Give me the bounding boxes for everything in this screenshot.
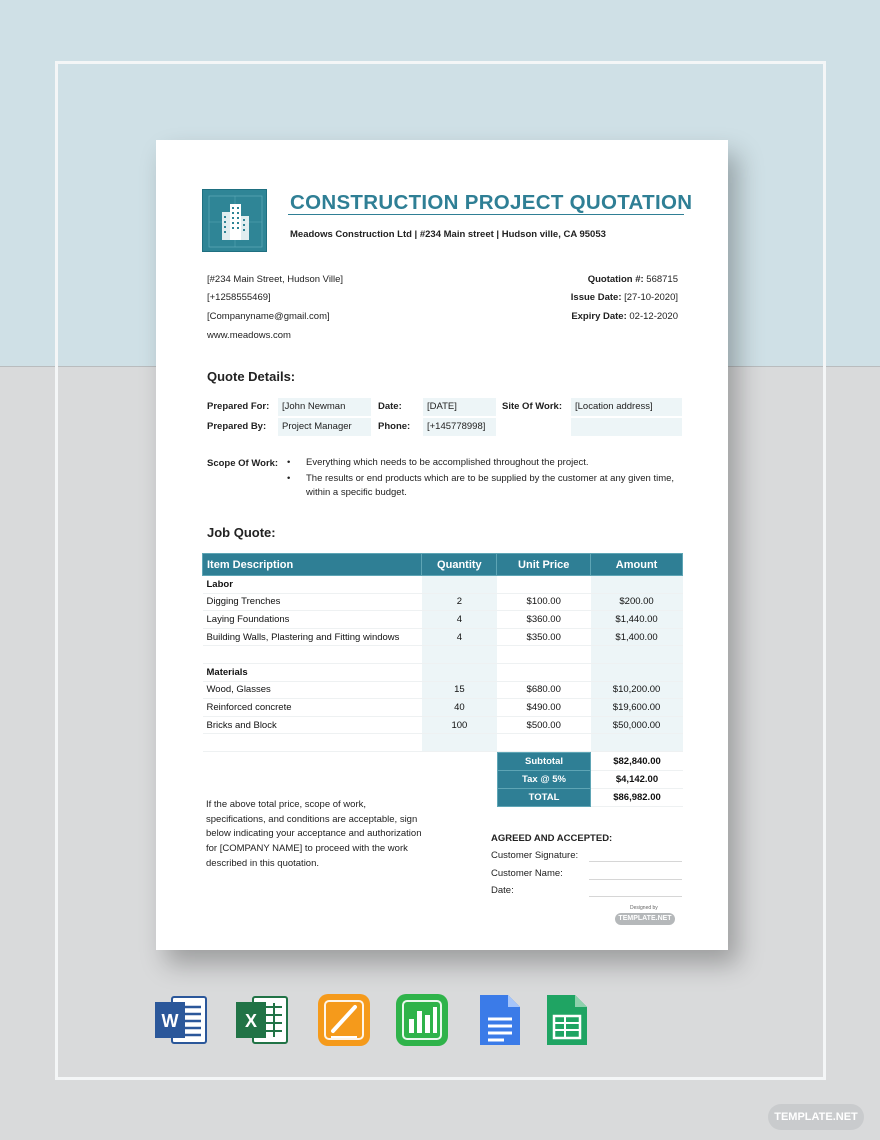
tax-row — [498, 771, 684, 789]
acceptance-paragraph: If the above total price, scope of work, specifications, and conditions are acceptable, sign below indicating your acceptance and authorization for [COMPANY NAME] to proceed with the work described in this quotation. — [206, 799, 422, 869]
table-row — [203, 681, 683, 699]
quotation-number-value: 568715 — [646, 274, 678, 285]
job-quote-heading: Job Quote: — [207, 525, 276, 540]
col-unit-price: Unit Price — [497, 554, 591, 576]
google-docs-icon[interactable] — [474, 993, 528, 1047]
table-header-row — [203, 554, 683, 576]
agreed-heading: AGREED AND ACCEPTED: — [491, 833, 613, 844]
item-description: Bricks and Block — [203, 716, 422, 734]
table-row — [203, 628, 683, 646]
pages-icon[interactable] — [317, 993, 371, 1047]
table-row — [203, 663, 683, 681]
quotation-number-label: Quotation #: — [587, 274, 644, 285]
table-row — [203, 646, 683, 664]
customer-signature-line[interactable] — [589, 861, 682, 862]
item-unit-price: $350.00 — [497, 628, 591, 646]
prepared-by-field: Project Manager — [278, 418, 371, 436]
svg-text:W: W — [161, 1011, 179, 1031]
item-unit-price: $100.00 — [497, 593, 591, 611]
site-of-work-field: [Location address] — [571, 398, 682, 416]
item-amount: $10,200.00 — [591, 681, 683, 699]
building-logo-icon — [202, 189, 267, 252]
word-icon[interactable] — [154, 993, 208, 1047]
template-net-badge: TEMPLATE.NET — [615, 913, 675, 925]
total-row — [498, 789, 684, 807]
section-materials: Materials — [203, 663, 422, 681]
item-amount: $200.00 — [591, 593, 683, 611]
table-row — [203, 576, 683, 594]
total-value: $86,982.00 — [591, 789, 684, 807]
table-row — [203, 716, 683, 734]
scope-label: Scope Of Work: — [207, 458, 279, 469]
col-quantity: Quantity — [422, 554, 497, 576]
numbers-icon[interactable] — [395, 993, 449, 1047]
total-label: TOTAL — [498, 789, 591, 807]
item-description: Laying Foundations — [203, 611, 422, 629]
item-quantity: 40 — [422, 699, 497, 717]
item-unit-price: $500.00 — [497, 716, 591, 734]
item-quantity: 2 — [422, 593, 497, 611]
prepared-for-label: Prepared For: — [207, 401, 270, 412]
col-item-description: Item Description — [203, 554, 422, 576]
date-signed-line[interactable] — [589, 896, 682, 897]
scope-bullet-dot-2: • — [287, 473, 291, 484]
quotation-document — [156, 140, 728, 950]
section-labor: Labor — [203, 576, 422, 594]
site-of-work-label: Site Of Work: — [502, 401, 562, 412]
item-description: Wood, Glasses — [203, 681, 422, 699]
item-amount: $1,400.00 — [591, 628, 683, 646]
item-amount: $19,600.00 — [591, 699, 683, 717]
date-signed-label: Date: — [491, 885, 514, 896]
scope-bullet-1: Everything which needs to be accomplished throughout the project. — [306, 457, 589, 468]
prepared-by-label: Prepared By: — [207, 421, 267, 432]
designed-by-text: Designed by — [630, 905, 658, 911]
title-underline — [288, 214, 684, 215]
document-title: CONSTRUCTION PROJECT QUOTATION — [290, 191, 693, 214]
item-description: Reinforced concrete — [203, 699, 422, 717]
item-amount: $50,000.00 — [591, 716, 683, 734]
customer-name-label: Customer Name: — [491, 868, 563, 879]
company-line: Meadows Construction Ltd | #234 Main street | Hudson ville, CA 95053 — [290, 229, 606, 240]
subtotal-label: Subtotal — [498, 753, 591, 771]
customer-signature-label: Customer Signature: — [491, 850, 579, 861]
col-amount: Amount — [591, 554, 683, 576]
date-label: Date: — [378, 401, 402, 412]
quotation-number — [588, 274, 678, 285]
item-amount: $1,440.00 — [591, 611, 683, 629]
contact-email: [Companyname@gmail.com] — [207, 311, 330, 322]
item-unit-price: $680.00 — [497, 681, 591, 699]
item-description: Building Walls, Plastering and Fitting windows — [203, 628, 422, 646]
excel-icon[interactable] — [235, 993, 289, 1047]
subtotal-value: $82,840.00 — [591, 753, 684, 771]
item-description: Digging Trenches — [203, 593, 422, 611]
item-quantity: 15 — [422, 681, 497, 699]
expiry-date-label: Expiry Date: — [571, 311, 627, 322]
item-unit-price: $490.00 — [497, 699, 591, 717]
issue-date — [571, 292, 678, 303]
item-unit-price: $360.00 — [497, 611, 591, 629]
expiry-date — [571, 311, 678, 322]
issue-date-label: Issue Date: — [570, 292, 622, 303]
template-net-corner-badge[interactable]: TEMPLATE.NET — [768, 1104, 864, 1130]
table-row — [203, 593, 683, 611]
quote-details-heading: Quote Details: — [207, 369, 296, 384]
totals-table — [497, 752, 683, 807]
table-row — [203, 699, 683, 717]
contact-address: [#234 Main Street, Hudson Ville] — [207, 274, 344, 285]
issue-date-value: [27-10-2020] — [624, 292, 678, 303]
date-field: [DATE] — [423, 398, 496, 416]
item-quantity: 4 — [422, 628, 497, 646]
table-row — [203, 734, 683, 752]
contact-website: www.meadows.com — [207, 330, 291, 341]
phone-label: Phone: — [378, 421, 411, 432]
google-sheets-icon[interactable] — [543, 993, 597, 1047]
table-row — [203, 611, 683, 629]
scope-bullet-dot-1: • — [287, 457, 291, 468]
empty-field — [571, 418, 682, 436]
prepared-for-field: [John Newman — [278, 398, 371, 416]
contact-phone: [+1258555469] — [207, 292, 271, 303]
subtotal-row — [498, 753, 684, 771]
expiry-date-value: 02-12-2020 — [629, 311, 678, 322]
item-quantity: 100 — [422, 716, 497, 734]
customer-name-line[interactable] — [589, 879, 682, 880]
job-quote-table — [202, 553, 683, 752]
tax-value: $4,142.00 — [591, 771, 684, 789]
tax-label: Tax @ 5% — [498, 771, 591, 789]
item-quantity: 4 — [422, 611, 497, 629]
scope-bullet-2: The results or end products which are to be supplied by the customer at any given time, within a specific budget. — [306, 473, 675, 498]
svg-text:X: X — [244, 1011, 258, 1031]
phone-field: [+145778998] — [423, 418, 496, 436]
